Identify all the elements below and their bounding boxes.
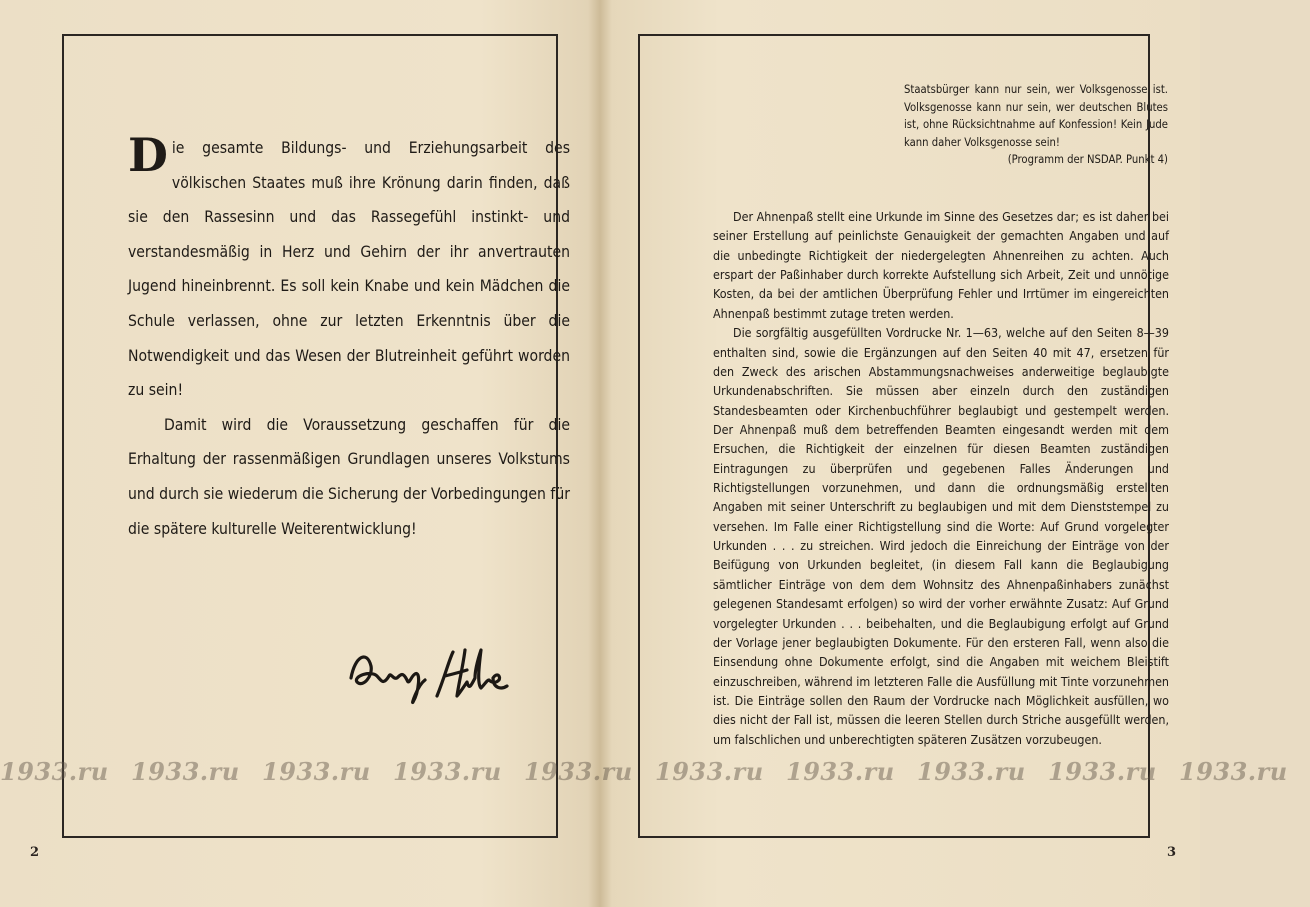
right-body-text	[713, 207, 1169, 749]
watermark-text: 1933.ru	[393, 757, 502, 786]
right-paragraph-2: Die sorgfältig ausgefüllten Vordrucke Nr. 1—63, welche auf den Seiten 8—39 enthalten sind, sowie die Ergänzungen auf den Seiten 40 mit 47, ersetzen für den Zweck des arischen Abstammungsnachweises anderweitige beglaubigte Urkundenabschriften. Sie müssen aber einzeln durch den zuständigen Standesbeamten oder Kirchenbuchführer beglaubigt und gestempelt werden. Der Ahnenpaß muß dem betreffenden Beamten eingesandt werden mit dem Ersuchen, die Richtigkeit der einzelnen für diesen Beamten zuständigen Eintragungen zu überprüfen und gegebenen Falles Änderungen und Richtigstellungen vorzunehmen, und dann die ordnungsmäßig erstellten Angaben mit seiner Unterschrift zu beglaubigen und mit dem Dienststempel zu versehen. Im Falle einer Richtigstellung sind die Worte: Auf Grund vorgelegter Urkunden . . . zu streichen. Wird jedoch die Einreichung der Einträge von der Beifügung von Urkunden begleitet, (in diesem Fall kann die Beglaubigung sämtlicher Einträge von dem dem Wohnsitz des Ahnenpaßinhabers zunächst gelegenen Standesamt erfolgen) so wird der vorher erwähnte Zusatz: Auf Grund vorgelegter Urkunden . . . beibehalten, und die Beglaubigung erfolgt auf Grund der Vorlage jener beglaubigten Dokumente. Für den ersteren Fall, wenn also die Einsendung ohne Dokumente erfolgt, sind die Angaben mit weichem Bleistift einzuschreiben, während im letzteren Falle die Ausfüllung mit Tinte vorzunehmen ist. Die Einträge sollen den Raum der Vordrucke nach Möglichkeit ausfüllen, wo dies nicht der Fall ist, müssen die leeren Stellen durch Striche ausgefüllt werden, um falschlichen und unberechtigten späteren Zusätzen vorzubeugen.	[713, 325, 1169, 747]
page-frame-left	[62, 34, 570, 838]
watermark-band	[0, 757, 1288, 791]
watermark-text: 1933.ru	[131, 757, 240, 786]
motto-text: Staatsbürger kann nur sein, wer Volksgenosse ist. Volksgenosse kann nur sein, wer deutschen Blutes ist, ohne Rücksichtnahme auf Konfession! Kein Jude kann daher Volksgenosse sein!	[904, 83, 1168, 149]
page-number-left: 2	[30, 845, 40, 860]
watermark-text: 1933.ru	[524, 757, 633, 786]
watermark-text: 1933.ru	[786, 757, 895, 786]
right-paragraph-1: Der Ahnenpaß stellt eine Urkunde im Sinne des Gesetzes dar; es ist daher bei seiner Erstellung auf peinlichste Genauigkeit der gemachten Angaben und auf die unbedingte Richtigkeit der niedergelegten Ahnenreihen zu achten. Auch erspart der Paßinhaber durch korrekte Aufstellung sich Arbeit, Zeit und unnötige Kosten, da bei der amtlichen Überprüfung Fehler und Irrtümer im eingereichten Ahnenpaß bestimmt zutage treten werden.	[713, 209, 1169, 321]
signature-image	[341, 636, 521, 716]
watermark-text: 1933.ru	[1048, 757, 1157, 786]
watermark-text: 1933.ru	[0, 757, 109, 786]
watermark-text: 1933.ru	[1179, 757, 1288, 786]
left-paragraph-2: Damit wird die Voraussetzung geschaffen für die Erhaltung der rassenmäßigen Grundlagen unseres Volkstums und durch sie wiederum die Sicherung der Vorbedingungen für die spätere kulturelle Weiterentwicklung!	[128, 415, 570, 538]
page-frame-right	[638, 34, 1169, 838]
drop-cap: D	[128, 128, 168, 182]
page-number-right: 3	[1167, 845, 1177, 860]
watermark-text: 1933.ru	[917, 757, 1026, 786]
motto-block	[904, 81, 1168, 169]
watermark-text: 1933.ru	[655, 757, 764, 786]
left-paragraph-1: ie gesamte Bildungs- und Erziehungsarbeit des völkischen Staates muß ihre Krönung darin finden, daß sie den Rassesinn und das Rassegefühl instinkt- und verstandesmäßig in Herz und Gehirn der ihr anvertrauten Jugend hineinbrennt. Es soll kein Knabe und kein Mädchen die Schule verlassen, ohne zur letzten Erkenntnis über die Notwendigkeit und das Wesen der Blutreinheit geführt worden zu sein!	[128, 139, 570, 400]
motto-source: (Programm der NSDAP. Punkt 4)	[1007, 153, 1168, 167]
left-body-text	[128, 128, 570, 546]
watermark-text: 1933.ru	[262, 757, 371, 786]
